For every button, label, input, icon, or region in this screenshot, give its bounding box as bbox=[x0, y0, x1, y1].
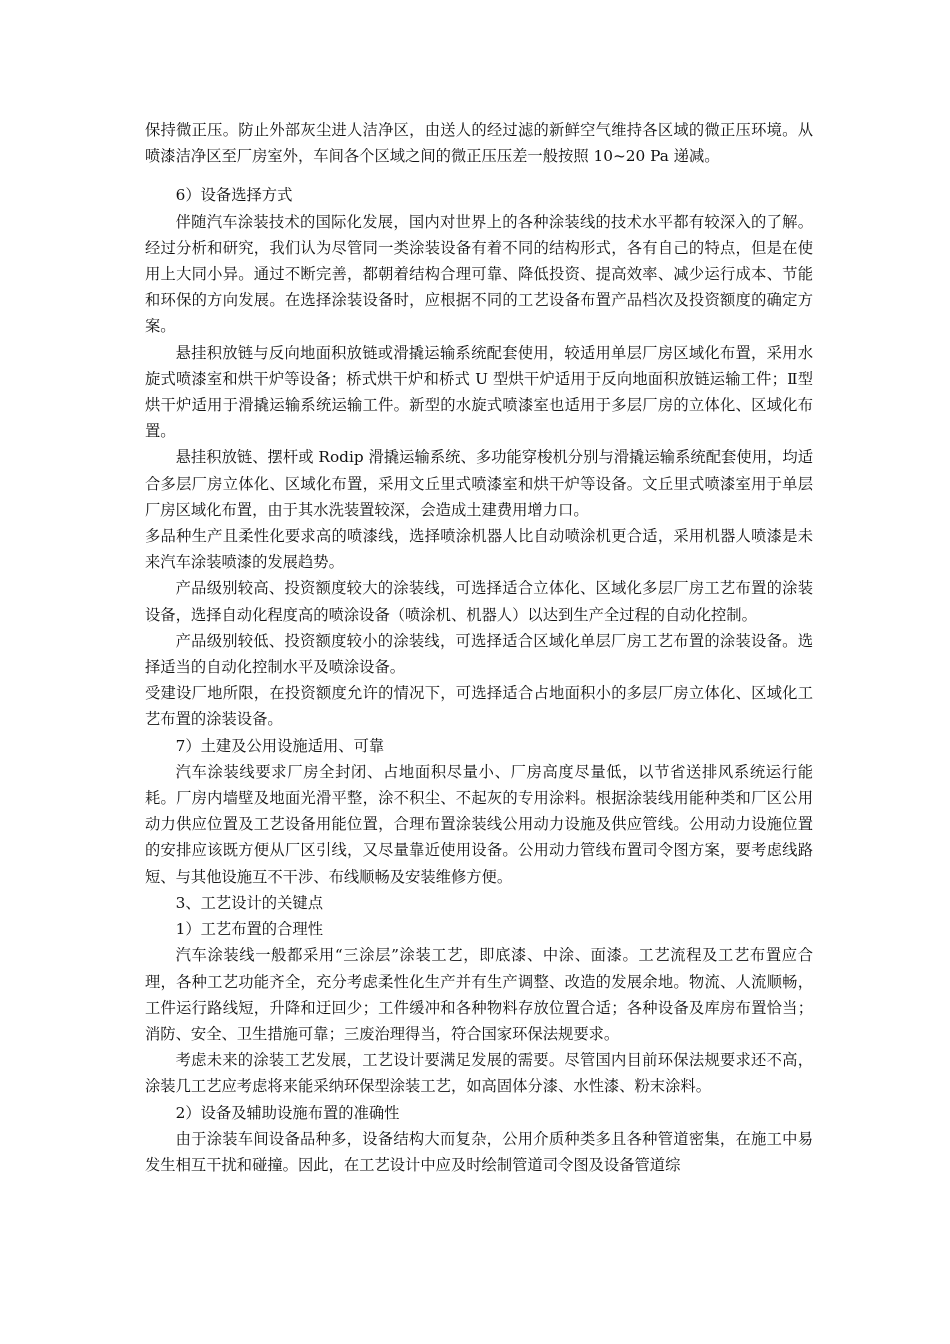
paragraph-rodip-system: 悬挂积放链、摆杆或 Rodip 滑撬运输系统、多功能穿梭机分别与滑撬运输系统配套使用，均适合多层厂房立体化、区域化布置，采用文丘里式喷漆室和烘干炉等设备。文丘里式喷漆室用于单层厂房区域化布置，由于其水洗装置较深，会造成土建费用增力口。 bbox=[145, 448, 813, 519]
paragraph-overhead-conveyor: 悬挂积放链与反向地面积放链或滑撬运输系统配套使用，较适用单层厂房区域化布置，采用水旋式喷漆室和烘干炉等设备；桥式烘干炉和桥式 U 型烘干炉适用于反向地面积放链运输工件；Ⅱ型烘干炉适用于滑撬运输系统运输工件。新型的水旋式喷漆室也适用于多层厂房的立体化、区域化布置。 bbox=[145, 343, 813, 441]
paragraph-future-development: 考虑未来的涂装工艺发展，工艺设计要满足发展的需要。尽管国内目前环保法规要求还不高，涂装几工艺应考虑将来能采纳环保型涂装工艺，如高固体分漆、水性漆、粉末涂料。 bbox=[145, 1051, 813, 1096]
paragraph-robot-spraying: 多品种生产且柔性化要求高的喷漆线，选择喷涂机器人比自动喷涂机更合适，采用机器人喷漆是未来汽车涂装喷漆的发展趋势。 bbox=[145, 527, 813, 572]
paragraph-high-level-products: 产品级别较高、投资额度较大的涂装线，可选择适合立体化、区域化多层厂房工艺布置的涂装设备，选择自动化程度高的喷涂设备（喷涂机、机器人）以达到生产全过程的自动化控制。 bbox=[145, 579, 813, 624]
heading-civil-utilities: 7）土建及公用设施适用、可靠 bbox=[175, 736, 385, 755]
heading-equipment-selection: 6）设备选择方式 bbox=[175, 186, 293, 205]
paragraph-site-constraints: 受建设厂地所限，在投资额度允许的情况下，可选择适合占地面积小的多层厂房立体化、区域化工艺布置的涂装设备。 bbox=[145, 684, 813, 729]
paragraph-intl-development: 伴随汽车涂装技术的国际化发展，国内对世界上的各种涂装线的技术水平都有较深入的了解。经过分析和研究，我们认为尽管同一类涂装设备有着不同的结构形式，各有自己的特点，但是在使用上大同小异。通过不断完善，都朝着结构合理可靠、降低投资、提高效率、减少运行成本、节能和环保的方向发展。在选择涂装设备时，应根据不同的工艺设备布置产品档次及投资额度的确定方案。 bbox=[145, 212, 813, 336]
paragraph-plant-requirements: 汽车涂装线要求厂房全封闭、占地面积尽量小、厂房高度尽量低，以节省送排风系统运行能耗。厂房内墙壁及地面光滑平整，涂不积尘、不起灰的专用涂料。根据涂装线用能种类和厂区公用动力供应位置及工艺设备用能位置，合理布置涂装线公用动力设施及供应管线。公用动力设施位置的安排应该既方便从厂区引线，又尽量靠近使用设备。公用动力管线布置司令图方案，要考虑线路短、与其他设施互不干涉、布线顺畅及安装维修方便。 bbox=[145, 762, 813, 886]
heading-equipment-accuracy: 2）设备及辅助设施布置的准确性 bbox=[175, 1103, 400, 1122]
paragraph-equipment-variety: 由于涂装车间设备品种多，设备结构大而复杂，公用介质种类多且各种管道密集，在施工中易发生相互干扰和碰撞。因此，在工艺设计中应及时绘制管道司令图及设备管道综 bbox=[145, 1129, 813, 1174]
document-page bbox=[145, 117, 813, 1178]
paragraph-positive-pressure: 保持微正压。防止外部灰尘进人洁净区，由送人的经过滤的新鲜空气维持各区域的微正压环境。从喷漆洁净区至厂房室外，车间各个区域之间的微正压压差一般按照 10~20 Pa 递减。 bbox=[145, 121, 813, 166]
paragraph-low-level-products: 产品级别较低、投资额度较小的涂装线，可选择适合区域化单层厂房工艺布置的涂装设备。选择适当的自动化控制水平及喷涂设备。 bbox=[145, 631, 813, 677]
paragraph-three-coat-process: 汽车涂装线一般都采用“三涂层”涂装工艺，即底漆、中涂、面漆。工艺流程及工艺布置应合理，各种工艺功能齐全，充分考虑柔性化生产并有生产调整、改造的发展余地。物流、人流顺畅，工件运行路线短，升降和迂回少；工件缓冲和各种物料存放位置合适；各种设备及库房布置恰当；消防、安全、卫生措施可靠；三废治理得当，符合国家环保法规要求。 bbox=[145, 946, 813, 1043]
heading-layout-rationality: 1）工艺布置的合理性 bbox=[175, 920, 323, 939]
heading-key-design-points: 3、工艺设计的关键点 bbox=[175, 893, 323, 912]
